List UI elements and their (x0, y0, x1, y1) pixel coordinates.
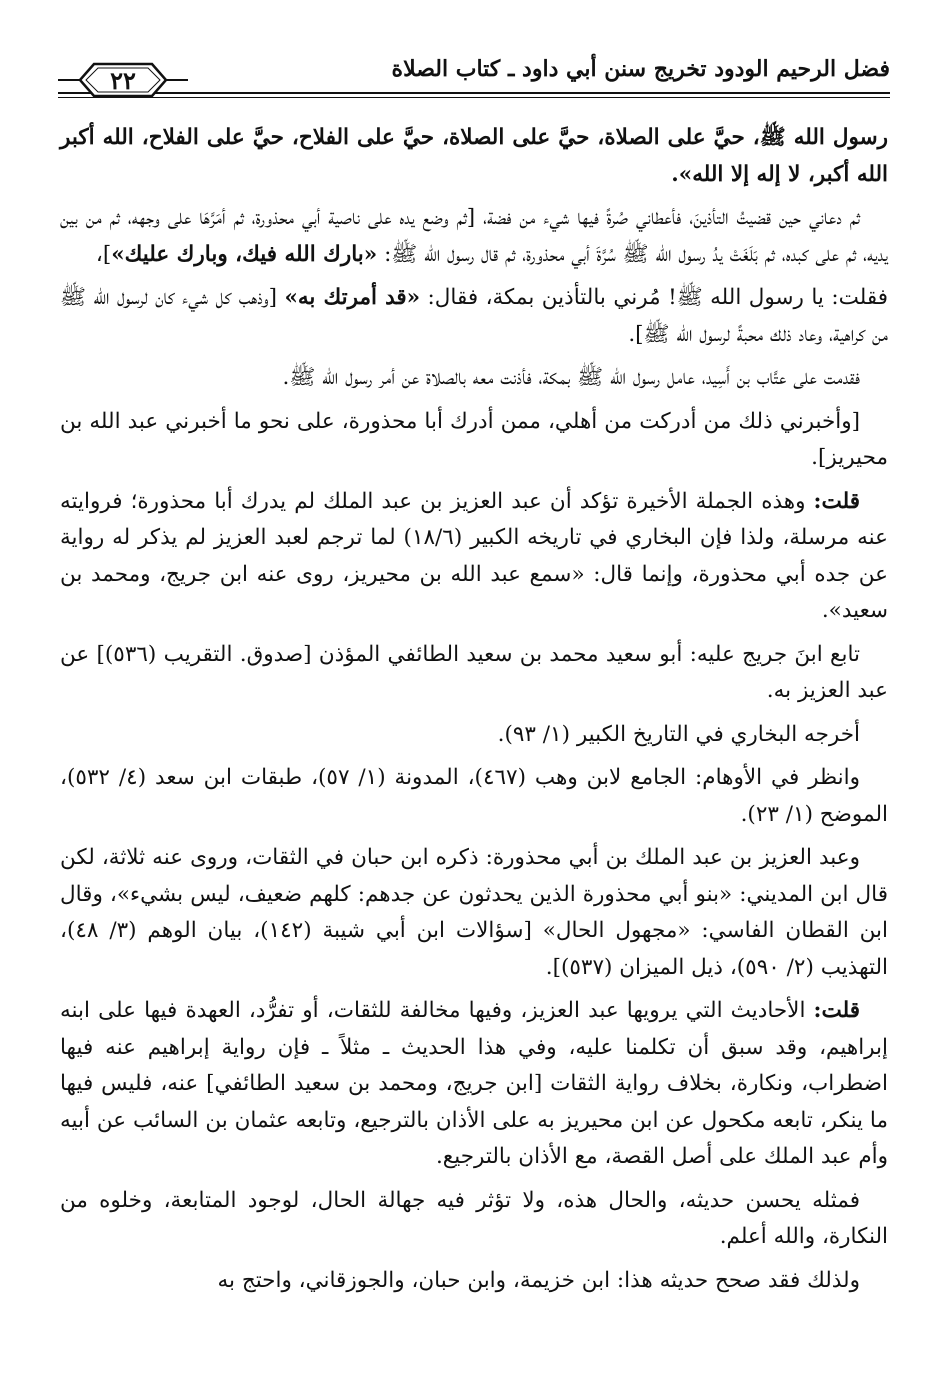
paragraph (60, 717, 888, 754)
text: الأحاديث التي يرويها عبد العزيز، وفيها مخالفة للثقات، أو تفرُّد، العهدة فيها على ابنه إبراهيم، وقد سبق أن تكلمنا عليه، وفي هذا الحديث ـ مثلاً ـ فإن رواية إبراهيم عنه فيها اضطراب، ونكارة، بخلاف رواية الثقات [ابن جريج، ومحمد بن سعيد الطائفي] عنه، فليس فيها ما ينكر، تابعه مكحول عن ابن محيريز به على الأذان بالترجيع، وتابعه عثمان بن السائب عن أبيه وأم عبد الملك على أصل القصة، مع الأذان بالترجيع. (60, 998, 888, 1169)
bold-text: قلت: (813, 998, 860, 1023)
text: فمثله يحسن حديثه، والحال هذه، ولا تؤثر فيه جهالة الحال، لوجود المتابعة، وخلوه من النكارة، والله أعلم. (60, 1187, 888, 1249)
text: ]، (95, 241, 112, 267)
bold-text: «بارك الله فيك، وبارك عليك» (111, 241, 378, 267)
page-number-badge (58, 60, 188, 100)
paragraph (60, 637, 888, 710)
paragraph (60, 200, 888, 273)
text: [وأخبرني ذلك من أدركت من أهلي، ممن أدرك أبا محذورة، على نحو ما أخبرني عبد الله بن محيريز]. (60, 408, 888, 470)
bold-text: قلت: (813, 488, 860, 514)
text: فقلت: يا رسول الله ﷺ! مُرني بالتأذين بمكة، فقال: (420, 285, 888, 310)
main-text (60, 120, 888, 1306)
text: أخرجه البخاري في التاريخ الكبير (١/ ٩٣). (497, 721, 860, 747)
page-header (58, 42, 890, 102)
paragraph (60, 120, 888, 193)
text: فقدمت على عتَّاب بن أَسِيد، عامل رسول الله ﷺ بمكة، فأذنت معه بالصلاة عن أمر رسول الله ﷺ. (282, 365, 860, 390)
text: ولذلك فقد صحح حديثه هذا: ابن خزيمة، وابن حبان، والجوزقاني، واحتج به (217, 1267, 860, 1293)
page-number: ٢٢ (110, 66, 136, 95)
paragraph (60, 993, 888, 1176)
text: ثم دعاني حين قضيتُ التأذينَ، فأعطاني صُرةً فيها شيء من فضة، [ثم وضع يده على ناصية أبي محذورة، ثم أمَرَّهَا على وجهه، ثم من بين يديه، ثم على كبده، ثم بَلَغَتْ يدُ رسول الله ﷺ سُرَّةَ أبي محذورة، ثم قال رسول الله ﷺ: (60, 205, 888, 267)
text: [وذهب كل شيء كان لرسول الله ﷺ من كراهية، وعاد ذلك محبةً لرسول الله ﷺ]. (60, 285, 888, 347)
text: تابع ابنَ جريج عليه: أبو سعيد محمد بن سعيد الطائفي المؤذن [صدوق. التقريب (٥٣٦)] عن عبد العزيز به. (60, 641, 888, 703)
paragraph (60, 840, 888, 986)
paragraph (60, 360, 888, 397)
running-title: فضل الرحيم الودود تخريج سنن أبي داود ـ كتاب الصلاة (391, 56, 890, 82)
text: وهذه الجملة الأخيرة تؤكد أن عبد العزيز بن عبد الملك لم يدرك أبا محذورة؛ فروايته عنه مرسلة، ولذا فإن البخاري في تاريخه الكبير (١٨/٦) لما ترجم لعبد العزيز لم يذكر له رواية عن جده أبي محذورة، وإنما قال: «سمع عبد الله بن محيريز، روى عنه ابن جريج، ومحمد بن سعيد». (60, 488, 888, 623)
paragraph (60, 1263, 888, 1300)
paragraph (60, 404, 888, 477)
bold-text: رسول الله ﷺ، حيَّ على الصلاة، حيَّ على الصلاة، حيَّ على الفلاح، حيَّ على الفلاح، الله أكبر الله أكبر، لا إله إلا الله». (60, 125, 888, 187)
paragraph (60, 484, 888, 630)
paragraph (60, 280, 888, 353)
paragraph (60, 760, 888, 833)
text: وعبد العزيز بن عبد الملك بن أبي محذورة: ذكره ابن حبان في الثقات، وروى عنه ثلاثة، لكن قال ابن المديني: «بنو أبي محذورة الذين يحدثون عن جدهم: كلهم ضعيف، ليس بشيء»، وقال ابن القطان الفاسي: «مجهول الحال» [سؤالات ابن أبي شيبة (١٤٢)، بيان الوهم (٣/ ٤٨)، التهذيب (٢/ ٥٩٠)، ذيل الميزان (٥٣٧)]. (60, 845, 888, 980)
paragraph (60, 1183, 888, 1256)
bold-text: «قد أمرتك به» (284, 285, 421, 310)
text: وانظر في الأوهام: الجامع لابن وهب (٤٦٧)، المدونة (١/ ٥٧)، طبقات ابن سعد (٤/ ٥٣٢)، الموضح (١/ ٢٣). (60, 765, 888, 827)
